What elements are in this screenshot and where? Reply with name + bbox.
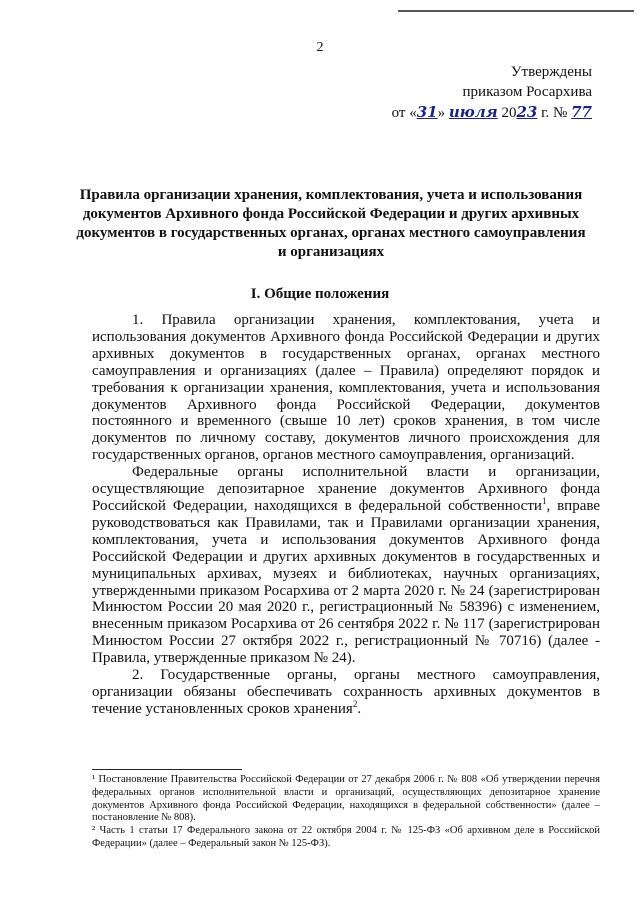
footnote-1: ¹ Постановление Правительства Российской Федерации от 27 декабря 2006 г. № 808 «Об утверждении перечня федеральных органов исполнительной власти и организаций, осуществляющих депозитарное хранение документов Архивного фонда Российской Федерации, находящихся в федеральной собственности» (далее – постановление № 808). [92, 774, 600, 824]
paragraph-3-part-a: 2. Государственные органы, органы местного самоуправления, организации обязаны обеспечивать сохранность архивных документов в течение установленных сроков хранения [92, 667, 600, 717]
paragraph-2 [92, 464, 600, 667]
approval-line-1: Утверждены [510, 64, 592, 80]
footnote-separator [92, 769, 242, 770]
paragraph-2-part-a: Федеральные органы исполнительной власти и организации, осуществляющие депозитарное хранение документов Архивного фонда Российской Федерации, находящихся в федеральной собственности [92, 464, 600, 514]
document-title: Правила организации хранения, комплектования, учета и использования документов Архивного фонда Российской Федерации и других архивных документов в государственных органах, органах местного самоуправления и организациях [76, 187, 586, 260]
approval-year-prefix: 20 [497, 105, 517, 121]
approval-line-2: приказом Росархива [462, 84, 592, 100]
approval-mid1: » [437, 105, 449, 121]
paragraph-2-part-b: , вправе руководствоваться как Правилами, так и Правилами организации хранения, комплектования, учета и использования документов Архивного фонда Российской Федерации и других архивных документов в государственных и муниципальных архивах, музеях и библиотеках, научных организациях, утвержденными приказом Росархива от 2 марта 2020 г. № 24 (зарегистрирован Минюстом России 20 мая 2020 г., регистрационный № 58396) с изменением, внесенным приказом Росархива от 26 сентября 2022 г. № 117 (зарегистрирован Минюстом России 27 октября 2022 г., регистрационный № 70716) (далее - Правила, утвержденные приказом № 24). [92, 497, 600, 667]
handwritten-month: июля [448, 103, 498, 121]
footnotes [92, 774, 600, 851]
handwritten-day: 31 [416, 103, 438, 121]
approval-prefix: от « [391, 105, 417, 121]
body-text [92, 312, 600, 718]
handwritten-year: 23 [516, 103, 538, 121]
paragraph-3 [92, 667, 600, 718]
footnote-ref-2: 2 [352, 698, 358, 709]
approval-mid2: г. № [537, 105, 572, 121]
paragraph-1: 1. Правила организации хранения, комплектования, учета и использования документов Архивного фонда Российской Федерации и других архивных документов в государственных органах, органах местного самоуправления и организациях (далее – Правила) определяют порядок и требования к организации хранения, комплектования, учета и использования документов Архивного фонда Российской Федерации, документов постоянного и временного (свыше 10 лет) сроков хранения, в том числе документов по личному составу, документов личного происхождения для государственных органов, органов местного самоуправления, организаций. [92, 312, 600, 464]
section-heading: I. Общие положения [250, 286, 390, 302]
handwritten-order-number: 77 [571, 103, 592, 121]
footnote-2: ² Часть 1 статьи 17 Федерального закона от 22 октября 2004 г. № 125-ФЗ «Об архивном деле в Российской Федерации» (далее – Федеральный закон № 125-ФЗ). [92, 825, 600, 849]
top-border-line [398, 10, 634, 12]
page-number: 2 [316, 40, 324, 55]
paragraph-3-part-b: . [357, 700, 362, 717]
approval-date-line [382, 102, 592, 123]
footnote-ref-1: 1 [541, 495, 547, 506]
approval-block [382, 62, 592, 123]
